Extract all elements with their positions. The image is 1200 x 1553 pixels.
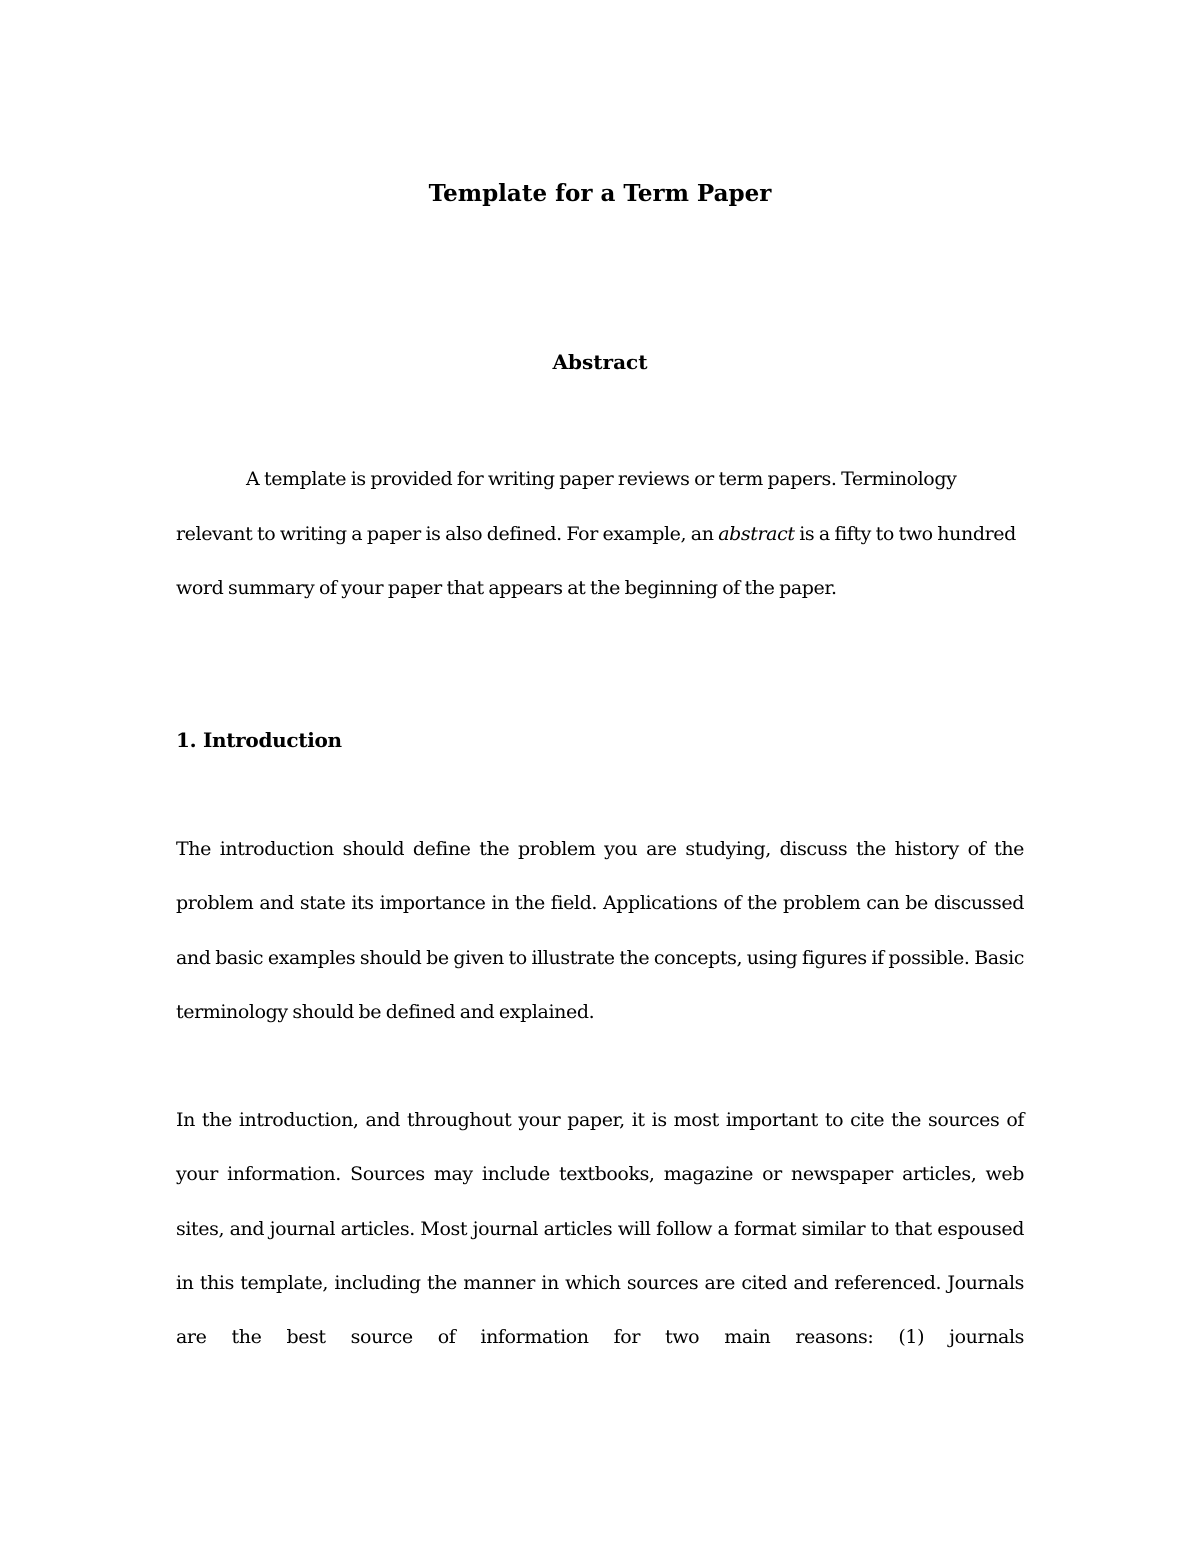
abstract-term-emphasis: abstract [718,522,795,545]
abstract-text-end: is a fifty to two hundred word summary of your paper that appears at the beginning of the paper. [176,522,1016,599]
abstract-text-start: A template is provided for writing paper reviews or term papers. Terminology relevant to writing a paper is also defined. For example, an [176,468,957,545]
abstract-paragraph [176,452,1026,616]
introduction-paragraph-2: In the introduction, and throughout your paper, it is most important to cite the sources of your information. Sources may include textbooks, magazine or newspaper articles, web sites, and journal articles. Most journal articles will follow a format similar to that espoused in this template, including the manner in which sources are cited and referenced. Journals are the best source of information for two main reasons: (1) journals [176,1109,1024,1349]
abstract-heading: Abstract [552,350,648,374]
introduction-paragraph-1: The introduction should define the problem you are studying, discuss the history of the problem and state its importance in the field. Applications of the problem can be discussed and basic examples should be given to illustrate the concepts, using figures if possible. Basic terminology should be defined and explained. [176,838,1024,1023]
section-heading-introduction: 1. Introduction [176,728,342,752]
document-title: Template for a Term Paper [428,180,772,207]
